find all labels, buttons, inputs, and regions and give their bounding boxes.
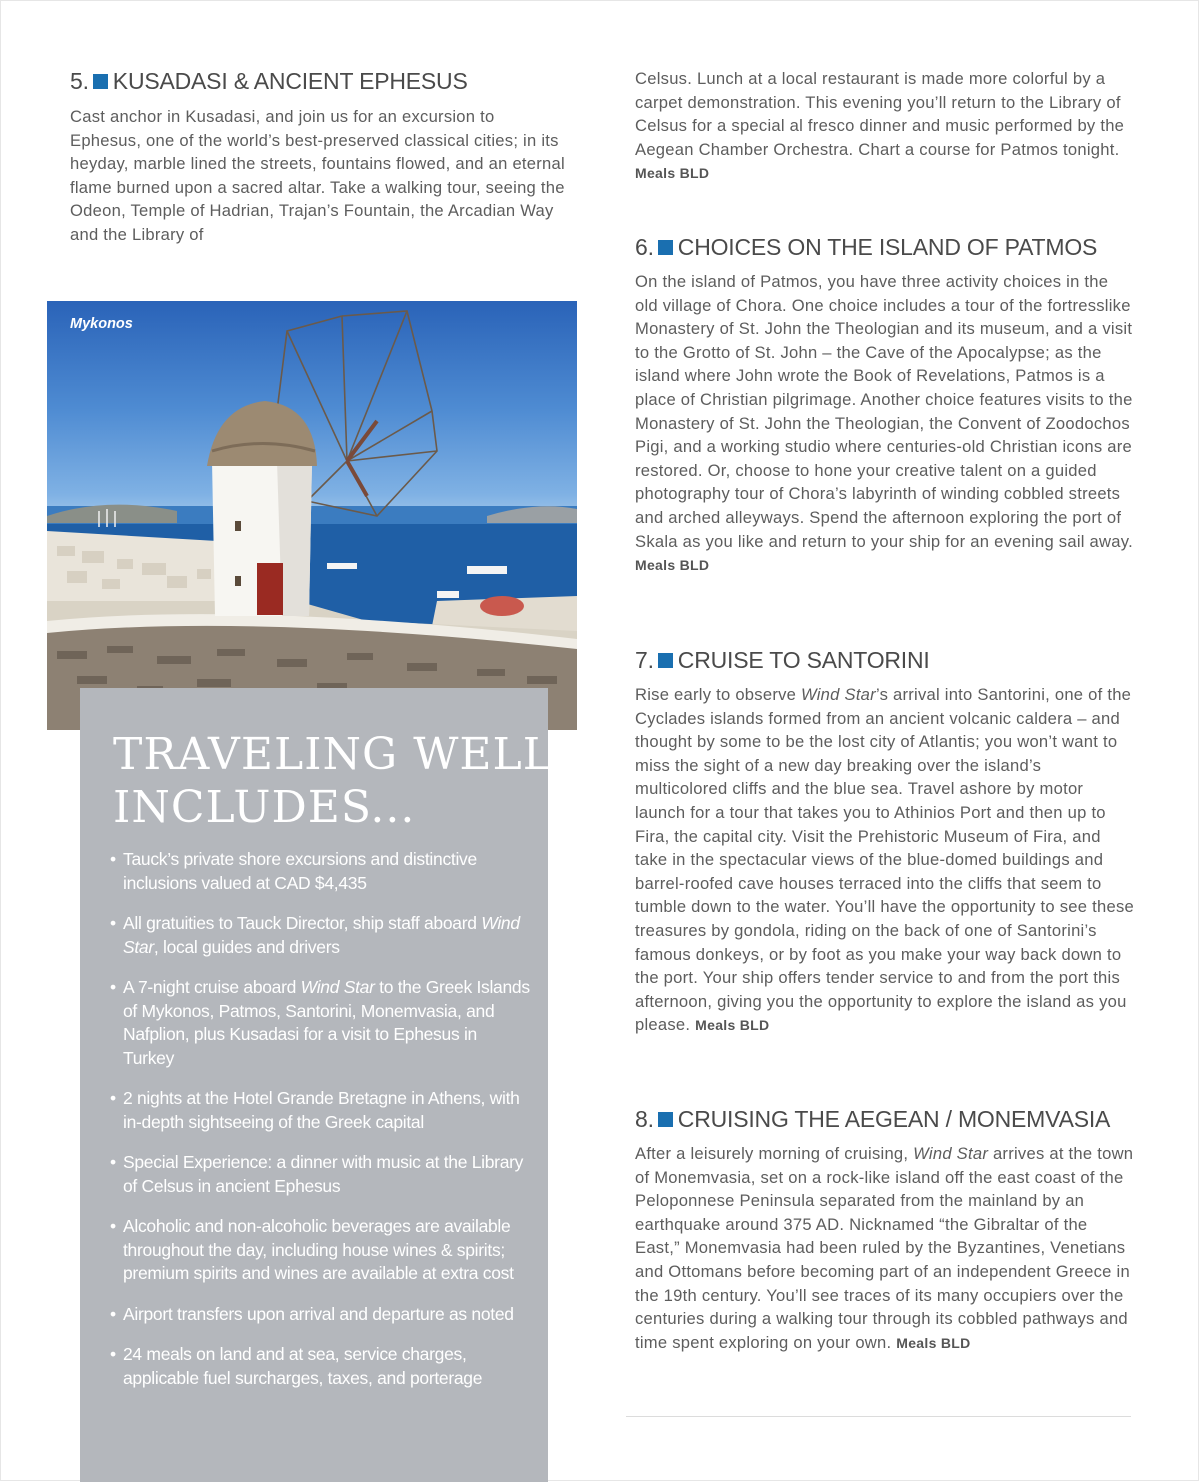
blue-square-icon [658, 1112, 673, 1127]
list-item [110, 1303, 530, 1327]
ship-name: Wind Star [300, 977, 375, 997]
blue-square-icon [658, 240, 673, 255]
ship-name: Wind Star [123, 913, 520, 957]
section-7-body: Rise early to observe [635, 685, 801, 704]
bullet-icon: • [110, 849, 116, 869]
list-item [110, 912, 530, 959]
list-item-text: A 7-night cruise aboard [123, 977, 301, 997]
footer-divider [626, 1416, 1131, 1417]
section-5-number: 5. [70, 68, 89, 94]
list-item-text: 2 nights at the Hotel Grande Bretagne in Athens, with in-depth sightseeing of the Greek capital [123, 1088, 520, 1132]
traveling-well-sidebar [80, 688, 553, 1482]
section-7-title: CRUISE TO SANTORINI [677, 647, 930, 673]
section-8-heading [635, 1105, 1110, 1133]
list-item [110, 976, 530, 1070]
list-item-text: , local guides and drivers [153, 936, 340, 957]
meals-label: Meals BLD [896, 1334, 971, 1351]
sidebar-title-line1: TRAVELING WELL [113, 729, 553, 780]
bullet-icon: • [110, 1303, 116, 1324]
section-8-number: 8. [635, 1106, 654, 1132]
section-5-title: KUSADASI & ANCIENT EPHESUS [112, 68, 468, 94]
ship-name: Wind Star [913, 1144, 989, 1163]
photo-caption: Mykonos [70, 316, 133, 332]
section-5-heading [70, 67, 468, 95]
list-item-text: Tauck’s private shore excursions and distinctive inclusions valued at CAD $4,435 [123, 849, 477, 893]
list-item-text: 24 meals on land and at sea, service charges, applicable fuel surcharges, taxes, and porterage [123, 1344, 483, 1388]
blue-square-icon [658, 653, 673, 668]
list-item [110, 1087, 530, 1134]
section-8-title: CRUISING THE AEGEAN / MONEMVASIA [677, 1106, 1111, 1132]
windmill-illustration [47, 301, 577, 730]
section-5-text: Celsus. Lunch at a local restaurant is made more colorful by a carpet demonstration. This evening you’ll return to the Library of Celsus for a special al fresco dinner and music performed by the Aegean Chamber Orchestra. Chart a course for Patmos tonight. [635, 69, 1125, 159]
meals-label: Meals BLD [695, 1017, 770, 1034]
ship-name: Wind Star [800, 685, 876, 704]
bullet-icon: • [110, 913, 116, 933]
section-7-text [635, 683, 1135, 1038]
blue-square-icon [93, 74, 108, 89]
bullet-icon: • [110, 1216, 116, 1236]
section-6-title: CHOICES ON THE ISLAND OF PATMOS [677, 234, 1098, 260]
list-item-text: Alcoholic and non-alcoholic beverages are available throughout the day, including house wines & spirits; premium spirits and wines are available at extra cost [123, 1216, 514, 1283]
section-5-text-col1: Cast anchor in Kusadasi, and join us for an excursion to Ephesus, one of the world’s best-preserved classical cities; in its heyday, marble lined the streets, fountains flowed, and an eternal flame burned upon a sacred altar. Take a walking tour, seeing the Odeon, Temple of Hadrian, Trajan’s Fountain, the Arcadian Way and the Library of [70, 107, 565, 244]
sidebar-title [113, 728, 553, 834]
section-6-body: On the island of Patmos, you have three activity choices in the old village of Chora. One choice includes a tour of the fortresslike Monastery of St. John the Theologian and its museum, and a visit to the Grotto of St. John – the Cave of the Apocalypse; as the island where John wrote the Book of Revelations, Patmos is a place of Christian pilgrimage. Another choice features visits to the Monastery of St. John the Theologian, the Convent of Zoodochos Pigi, and a working studio where centuries-old Christian icons are restored. Or, choose to hone your creative talent on a guided photography tour of Chora’s labyrinth of winding cobbled streets and arched alleyways. Spend the afternoon exploring the port of Skala as you like and return to your ship for an evening sail away. [635, 272, 1133, 551]
section-6-text [635, 270, 1135, 578]
bullet-icon: • [110, 1152, 116, 1172]
bullet-icon: • [110, 977, 116, 997]
sidebar-title-line2: INCLUDES... [113, 782, 416, 833]
bullet-icon: • [110, 1088, 116, 1108]
list-item [110, 848, 530, 895]
list-item [110, 1151, 530, 1198]
mykonos-photo [47, 301, 577, 730]
meals-label: Meals BLD [635, 557, 710, 574]
inclusions-list [110, 848, 530, 1407]
list-item-text: Special Experience: a dinner with music at the Library of Celsus in ancient Ephesus [123, 1152, 524, 1196]
section-5-text-col2 [635, 67, 1135, 186]
section-6-number: 6. [635, 234, 654, 260]
section-7-heading [635, 646, 930, 674]
section-8-body: arrives at the town of Monemvasia, set on a rock-like island off the east coast of the Peloponnese Peninsula separated from the mainland by an earthquake around 375 AD. Nicknamed “the Gibraltar of the East,” Monemvasia had been ruled by the Byzantines, Venetians and Ottomans before becoming part of an independent Greece in the 19th century. You’ll see traces of its many occupiers over the centuries during a walking tour through its cobbled pathways and time spent exploring on your own. [635, 1144, 1134, 1352]
list-item-text: Airport transfers upon arrival and departure as noted [123, 1303, 514, 1324]
bullet-icon: • [110, 1344, 116, 1364]
section-8-text [635, 1142, 1135, 1355]
section-6-heading [635, 233, 1097, 261]
section-7-number: 7. [635, 647, 654, 673]
meals-label: Meals BLD [635, 165, 710, 182]
section-7-body: ’s arrival into Santorini, one of the Cyclades islands formed from an ancient volcanic caldera – and thought by some to be the lost city of Atlantis; you won’t want to miss the sight of a new day breaking over the island’s multicolored cliffs and the blue sea. Travel ashore by motor launch for a tour that takes you to Athinios Port and then up to Fira, the capital city. Visit the Prehistoric Museum of Fira, and take in the spectacular views of the blue-domed buildings and barrel-roofed cave houses terraced into the cliffs that seem to tumble down to the water. You’ll have the opportunity to see these treasures by gondola, riding on the back of one of Santorini’s famous donkeys, or by foot as you make your way back down to the port. Your ship offers tender service to and from the port this afternoon, giving you the opportunity to explore the island as you please. [635, 685, 1134, 1035]
list-item-text: to the Greek Islands of Mykonos, Patmos, Santorini, Monemvasia, and Nafplion, plus Kusadasi for a visit to Ephesus in Turkey [123, 977, 530, 1068]
list-item [110, 1215, 530, 1286]
list-item-text: All gratuities to Tauck Director, ship staff aboard [123, 913, 482, 933]
section-8-body: After a leisurely morning of cruising, [635, 1144, 914, 1163]
list-item [110, 1343, 530, 1390]
